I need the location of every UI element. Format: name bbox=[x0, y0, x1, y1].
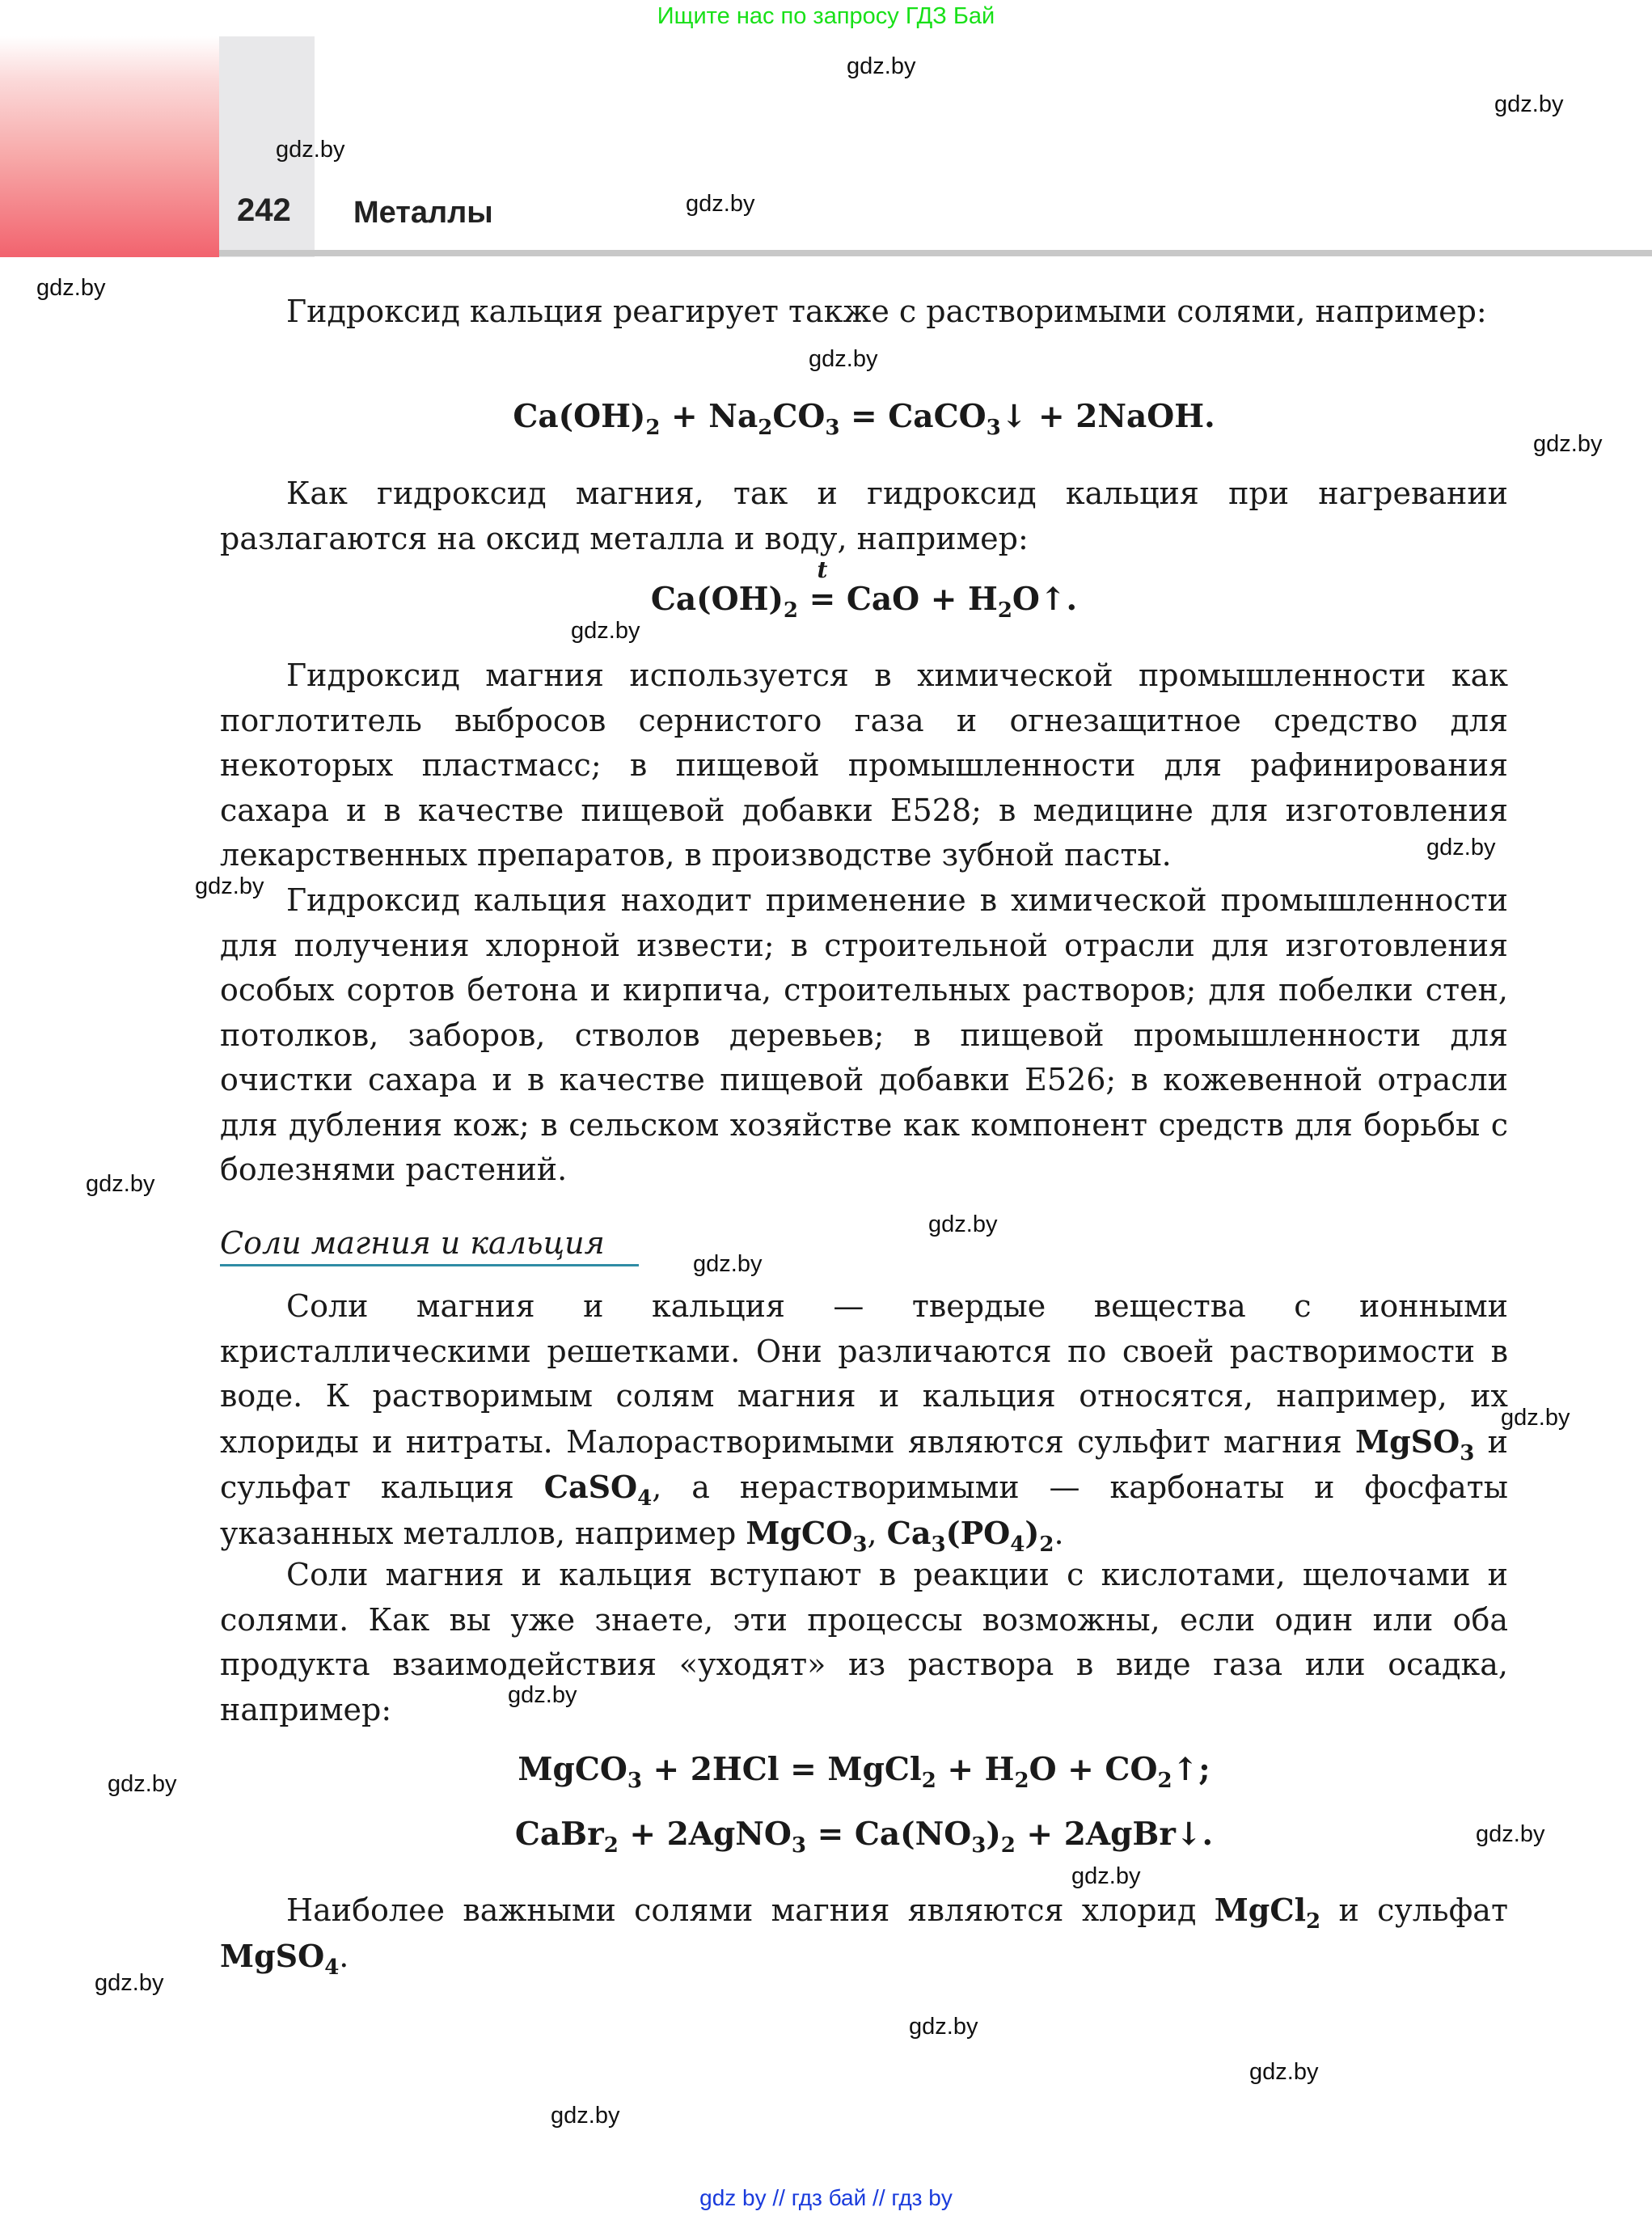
watermark: gdz.by bbox=[1426, 835, 1496, 860]
equation: MgCO$_3$ + 2HCl = MgCl$_2$ + $H_2O$ + $CO_2↑$; bbox=[518, 1751, 1210, 1793]
watermark: gdz.by bbox=[1071, 1863, 1141, 1889]
watermark: gdz.by bbox=[95, 1970, 164, 1996]
footer-links[interactable]: gdz by // гдз бай // гдз by bbox=[699, 2185, 953, 2210]
watermark: gdz.by bbox=[1501, 1405, 1570, 1431]
paragraph-text: Гидроксид магния используется в химической промышленности как поглотитель выбросов сернистого газа и огнезащитное средство для некоторых пластмасс; в пищевой промышленности для рафинирования сахара и в качестве пищевой добавки Е528; в медицине для изготовления лекарственных препаратов, в производстве зубной пасты. bbox=[220, 657, 1508, 873]
header-color-block bbox=[0, 36, 219, 257]
watermark: gdz.by bbox=[1476, 1821, 1545, 1847]
equation: $Ca(OH)_2 + Na_2CO_3$ = CaCO$_3$↓ + 2NaOH. bbox=[513, 398, 1215, 440]
watermark: gdz.by bbox=[1494, 91, 1564, 117]
watermark: gdz.by bbox=[928, 1211, 998, 1237]
watermark: gdz.by bbox=[508, 1682, 577, 1708]
page-number: 242 bbox=[237, 192, 291, 228]
watermark: gdz.by bbox=[1249, 2059, 1319, 2085]
watermark: gdz.by bbox=[86, 1171, 155, 1197]
watermark: gdz.by bbox=[909, 2014, 978, 2040]
paragraph-text: Как гидроксид магния, так и гидроксид кальция при нагревании разлагаются на оксид металла и воду, например: bbox=[220, 476, 1508, 556]
header-divider bbox=[219, 250, 1652, 256]
watermark: gdz.by bbox=[686, 191, 755, 217]
watermark: gdz.by bbox=[693, 1251, 763, 1277]
search-banner[interactable]: Ищите нас по запросу ГДЗ Бай bbox=[657, 3, 995, 29]
watermark: gdz.by bbox=[847, 53, 916, 79]
watermark: gdz.by bbox=[571, 618, 640, 644]
equation: CaBr$_2$ + 2AgNO$_3$ = $Ca(NO_3)_2$ + 2AgBr↓. bbox=[514, 1816, 1214, 1858]
watermark: gdz.by bbox=[195, 873, 264, 899]
paragraph: Наиболее важными солями магния являются хлорид MgCl$_2$ и сульфат MgSO$_4$. bbox=[220, 1892, 1508, 1980]
paragraph bbox=[220, 471, 1508, 561]
paragraph-text: Соли магния и кальция вступают в реакции с кислотами, щелочами и солями. Как вы уже знаете, эти процессы возможны, если один или оба продукта взаимодействия «уходят» из раствора в виде газа или осадка, например: bbox=[220, 1557, 1508, 1727]
watermark: gdz.by bbox=[809, 346, 878, 372]
section-heading: Соли магния и кальция bbox=[220, 1225, 639, 1266]
paragraph-text: Гидроксид кальция находит применение в химической промышленности для получения хлорной извести; в строительной отрасли для изготовления особых сортов бетона и кирпича, строительных растворов; для побелки стен, потолков, заборов, стволов деревьев; в пищевой промышленности для очистки сахара и в качестве пищевой добавки Е526; в кожевенной отрасли для дубления кож; в сельском хозяйстве как компонент средств для борьбы с болезнями растений. bbox=[220, 882, 1508, 1187]
paragraph bbox=[220, 290, 1508, 335]
watermark: gdz.by bbox=[108, 1771, 177, 1797]
paragraph bbox=[220, 653, 1508, 878]
paragraph bbox=[220, 878, 1508, 1193]
watermark: gdz.by bbox=[1533, 431, 1603, 457]
paragraph bbox=[220, 1553, 1508, 1732]
equation: $Ca(OH)_2$ t = CaO + $H_2O↑$. bbox=[650, 556, 1078, 623]
paragraph-text: Гидроксид кальция реагирует также с растворимыми солями, например: bbox=[286, 294, 1487, 329]
chapter-title: Металлы bbox=[353, 196, 493, 230]
watermark: gdz.by bbox=[276, 137, 345, 163]
paragraph: Соли магния и кальция — твердые вещества с ионными кристаллическими решетками. Они различаются по своей растворимости в воде. К растворимым солям магния и кальция относятся, например, их хлориды и нитраты. Малорастворимыми являются сульфит магния MgSO$_3$ и сульфат кальция CaSO$_4$, а нерастворимыми — карбонаты и фосфаты указанных металлов, например MgCO$_3$, $Ca_3(PO_4)_2$. bbox=[220, 1288, 1508, 1557]
watermark: gdz.by bbox=[551, 2103, 620, 2129]
watermark: gdz.by bbox=[36, 275, 106, 301]
